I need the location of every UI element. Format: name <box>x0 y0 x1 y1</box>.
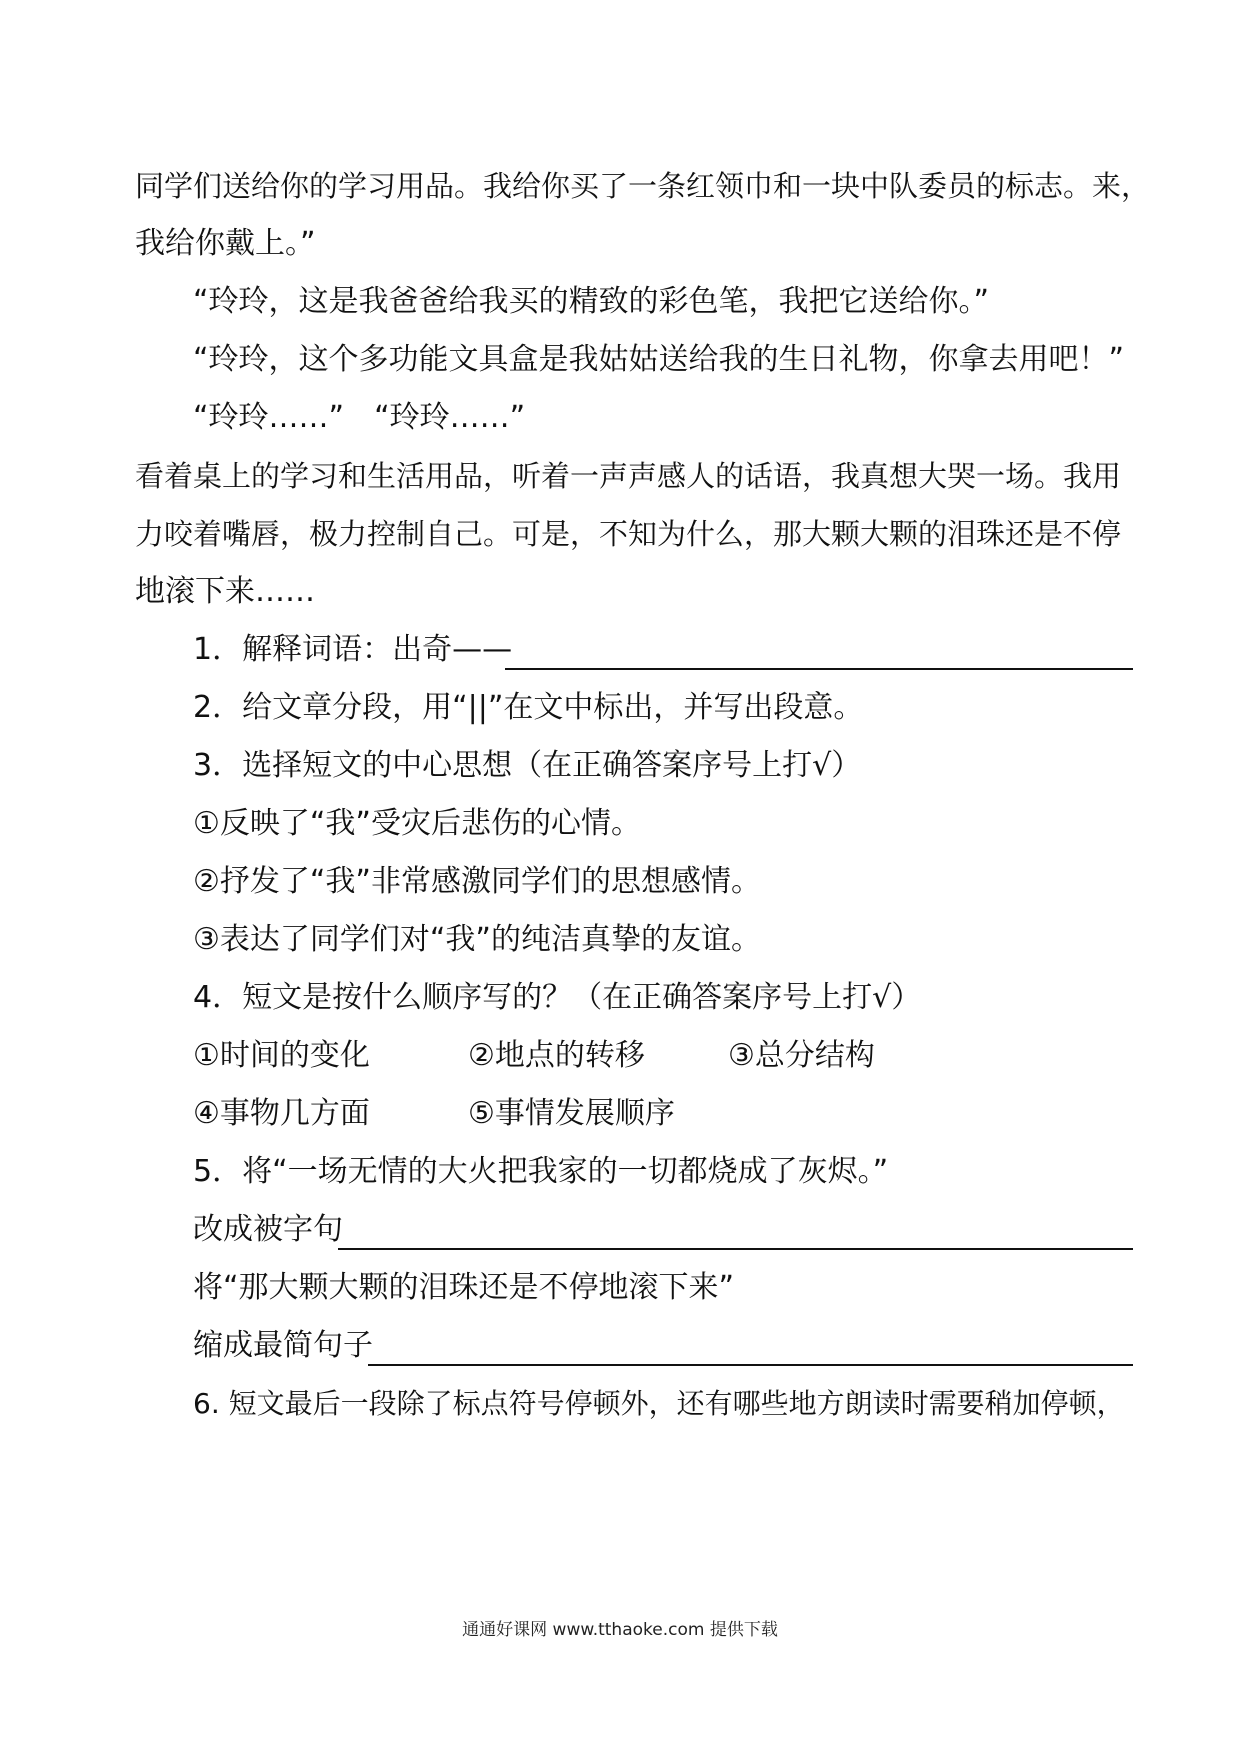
page-footer: 通通好课网 www.tthaoke.com 提供下载 <box>462 1620 778 1640</box>
passage-line: 力咬着嘴唇，极力控制自己。可是，不知为什么，那大颗大颗的泪珠还是不停 <box>135 517 1122 551</box>
question-3: 3．选择短文的中心思想（在正确答案序号上打√） <box>193 748 862 783</box>
question-4-option[interactable]: ①时间的变化 <box>193 1038 370 1073</box>
passage-line: 地滚下来…… <box>135 574 315 609</box>
passage-line: 看着桌上的学习和生活用品，听着一声声感人的话语，我真想大哭一场。我用 <box>135 459 1122 493</box>
question-2: 2．给文章分段，用“||”在文中标出，并写出段意。 <box>193 690 864 725</box>
question-6: 6. 短文最后一段除了标点符号停顿外，还有哪些地方朗读时需要稍加停顿， <box>193 1387 1125 1420</box>
question-5-prompt: 缩成最简句子 <box>193 1328 373 1363</box>
question-5-prompt: 将“那大颗大颗的泪珠还是不停地滚下来” <box>193 1270 735 1305</box>
question-4-option[interactable]: ②地点的转移 <box>468 1038 645 1073</box>
passage-line: “玲玲……” “玲玲……” <box>193 400 526 435</box>
answer-blank-q1[interactable] <box>505 668 1133 670</box>
question-4-option[interactable]: ③总分结构 <box>728 1038 875 1073</box>
passage-line: “玲玲，这个多功能文具盒是我姑姑送给我的生日礼物，你拿去用吧！” <box>193 342 1125 377</box>
passage-line: 我给你戴上。” <box>135 226 316 261</box>
question-4: 4．短文是按什么顺序写的？（在正确答案序号上打√） <box>193 980 922 1015</box>
question-1: 1．解释词语：出奇—— <box>193 632 513 667</box>
passage-line: 同学们送给你的学习用品。我给你买了一条红领巾和一块中队委员的标志。来， <box>135 169 1151 203</box>
question-3-option[interactable]: ②抒发了“我”非常感激同学们的思想感情。 <box>193 864 761 899</box>
question-5: 5．将“一场无情的大火把我家的一切都烧成了灰烬。” <box>193 1154 889 1189</box>
passage-line: “玲玲，这是我爸爸给我买的精致的彩色笔，我把它送给你。” <box>193 284 990 319</box>
question-4-option[interactable]: ④事物几方面 <box>193 1096 370 1131</box>
question-3-option[interactable]: ③表达了同学们对“我”的纯洁真挚的友谊。 <box>193 922 761 957</box>
question-4-option[interactable]: ⑤事情发展顺序 <box>468 1096 675 1131</box>
question-5-prompt: 改成被字句 <box>193 1212 343 1247</box>
answer-blank-q5a[interactable] <box>338 1248 1133 1250</box>
answer-blank-q5b[interactable] <box>368 1364 1133 1366</box>
question-3-option[interactable]: ①反映了“我”受灾后悲伤的心情。 <box>193 806 641 841</box>
